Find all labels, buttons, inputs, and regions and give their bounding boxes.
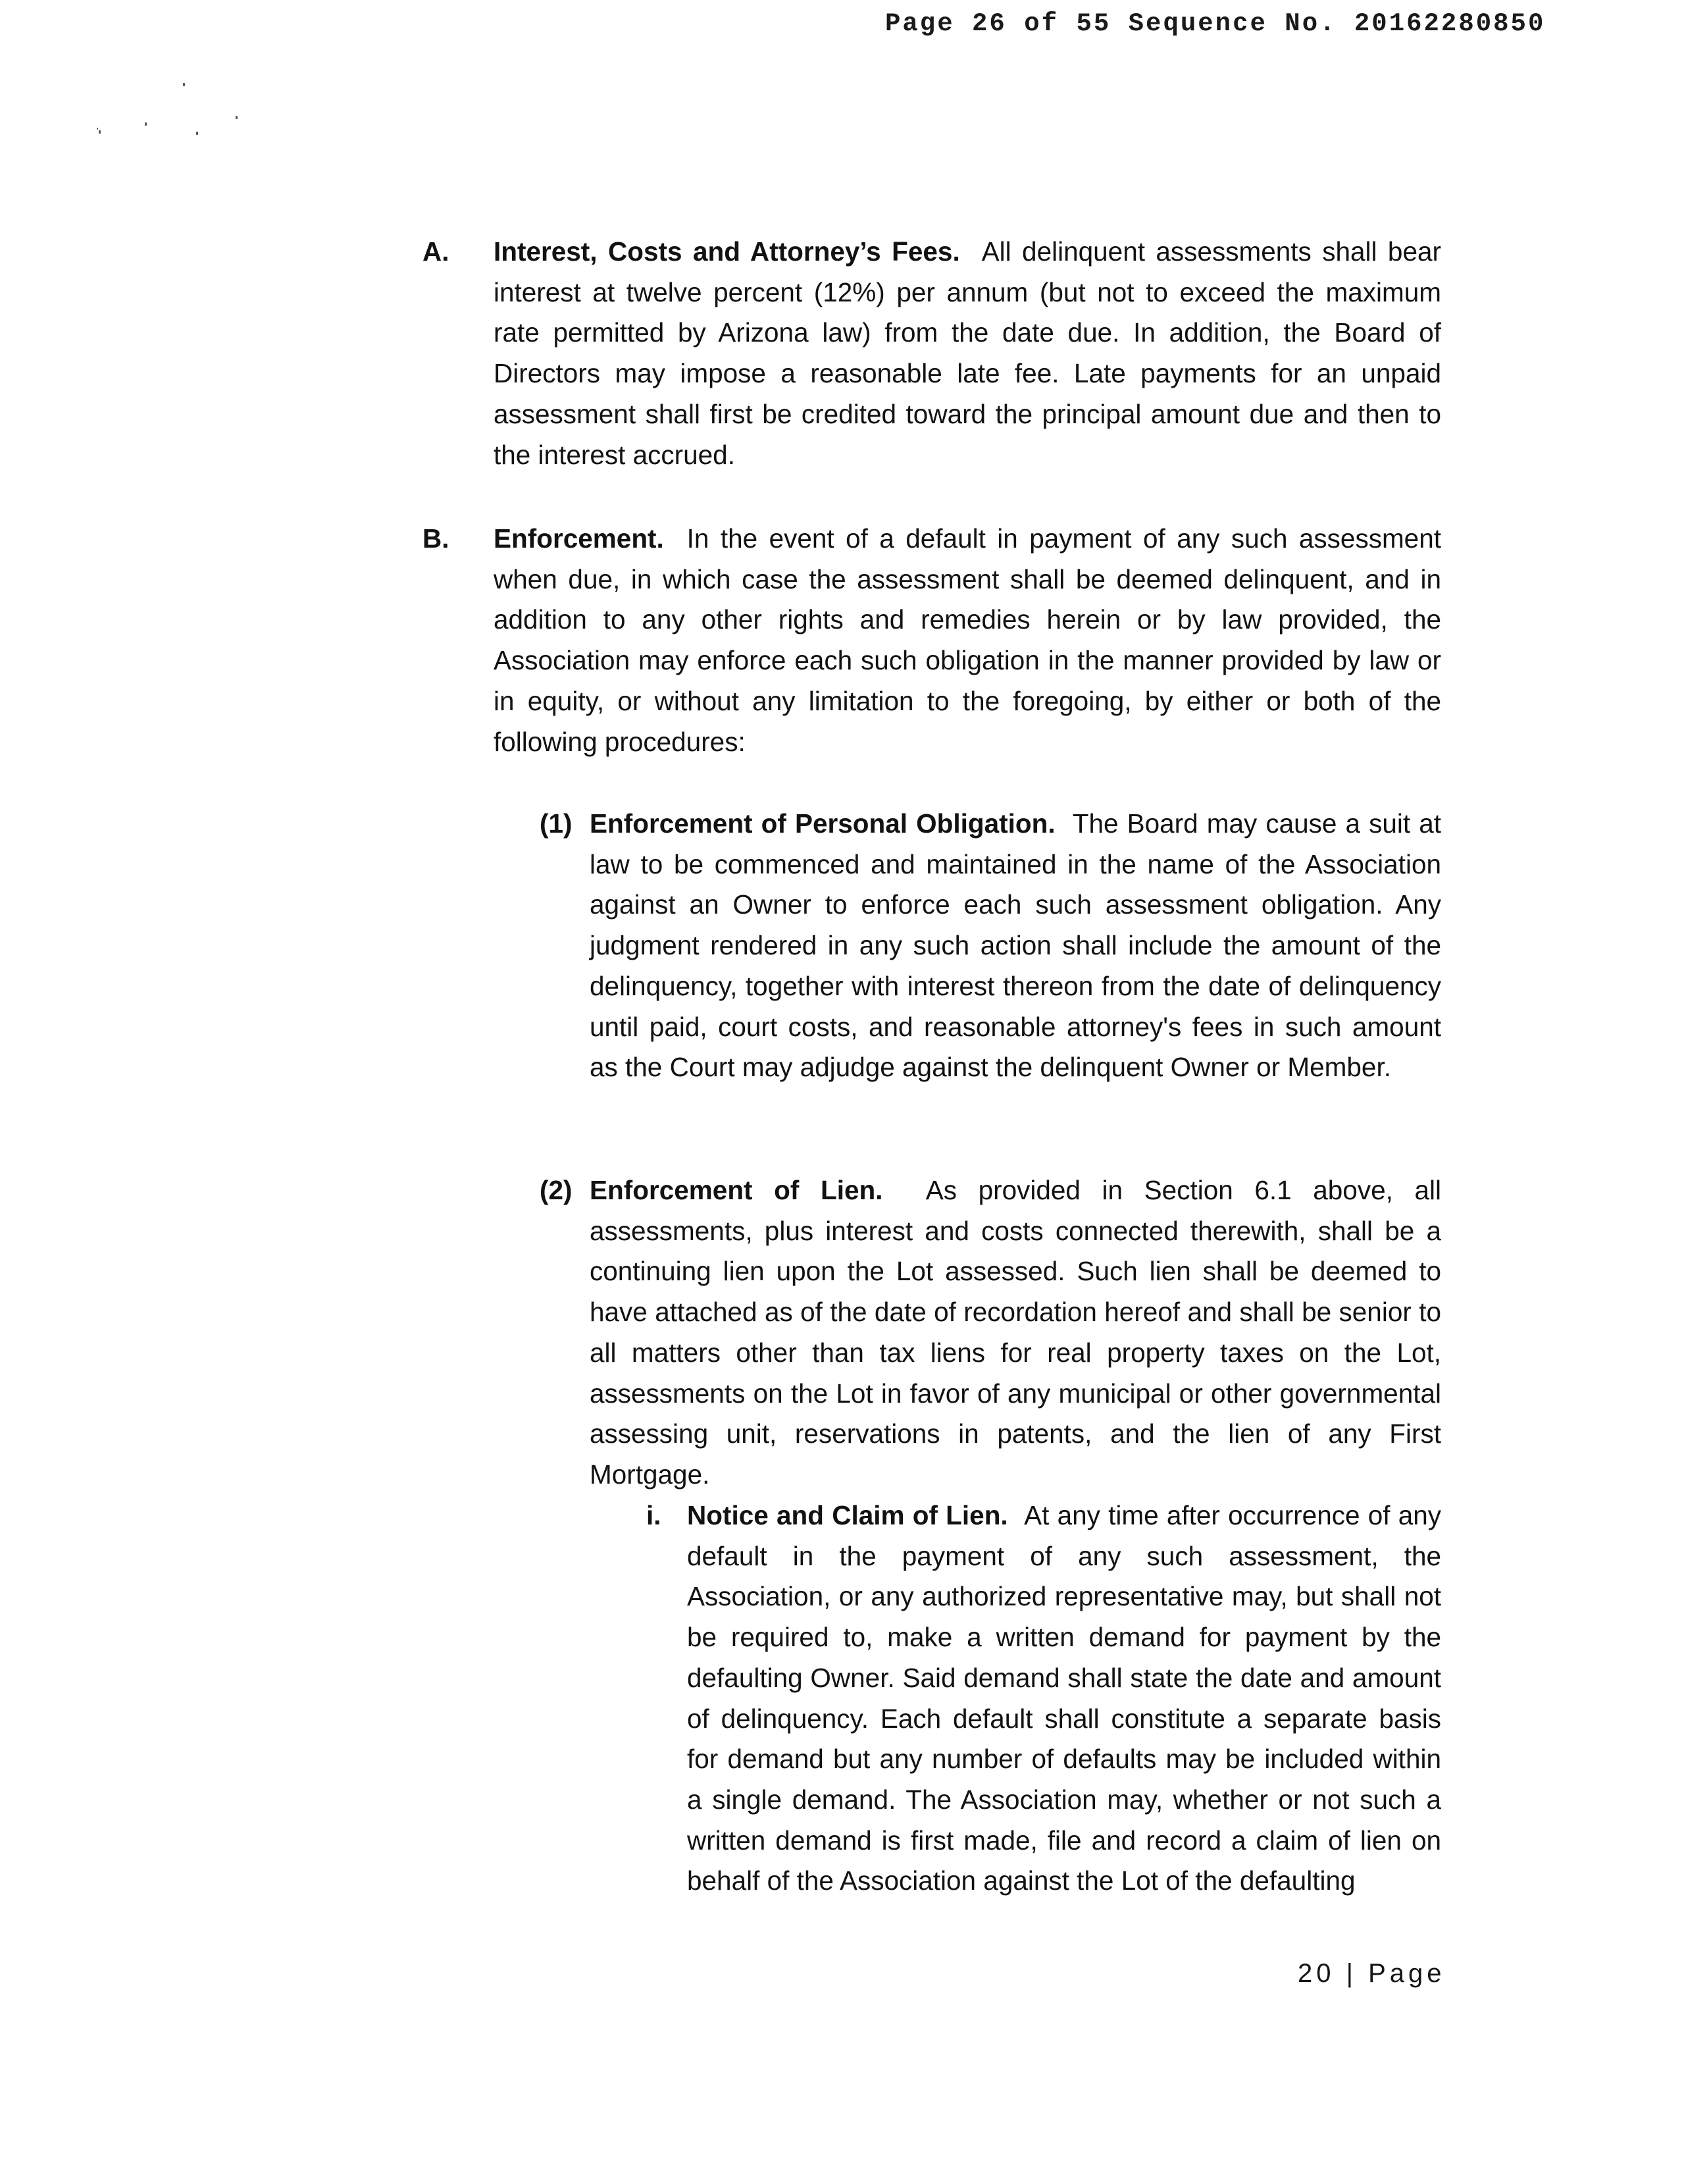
section-b2-body: As provided in Section 6.1 above, all assessments, plus interest and costs connected therewith, shall be a continuing lien upon the Lot assessed. Such lien shall be deemed to have attached as of the date of recordation hereof and shall be senior to all matters other than tax liens for real property taxes on the Lot, assessments on the Lot in favor of any municipal or other governmental assessing unit, reservations in patents, and the lien of any First Mortgage. <box>590 1175 1441 1490</box>
section-b1-label: (1) <box>540 808 573 839</box>
section-b2i-body: At any time after occurrence of any default in the payment of any such assessment, the Association, or any authorized representative may, but shall not be required to, make a written demand for payment by the defaulting Owner. Said demand shall state the date and amount of delinquency. Each default shall constitute a separate basis for demand but any number of defaults may be included within a single demand. The Association may, whether or not such a written demand is first made, file and record a claim of lien on behalf of the Association against the Lot of the defaulting <box>687 1500 1442 1896</box>
section-a-body: All delinquent assessments shall bear interest at twelve percent (12%) per annum (but not to exceed the maximum rate permitted by Arizona law) from the date due. In addition, the Board of Directors may impose a reasonable late fee. Late payments for an unpaid assessment shall first be credited toward the principal amount due and then to the interest accrued. <box>494 236 1441 470</box>
scan-specks <box>79 72 263 145</box>
section-b-body: In the event of a default in payment of any such assessment when due, in which case the assessment shall be deemed delinquent, and in addition to any other rights and remedies herein or by law provided, the Association may enforce each such obligation in the manner provided by law or in equity, or without any limitation to the foregoing, by either or both of the following procedures: <box>494 523 1441 757</box>
section-b <box>422 519 1441 762</box>
section-b1-heading: Enforcement of Personal Obligation. <box>590 808 1073 839</box>
section-b2-label: (2) <box>540 1175 573 1205</box>
section-a-label: A. <box>422 236 449 267</box>
section-b2-heading: Enforcement of Lien. <box>590 1175 926 1205</box>
section-b1 <box>540 804 1442 1088</box>
page-number-footer: 20 | Page <box>1298 1959 1446 1988</box>
section-b-label: B. <box>422 523 449 554</box>
section-a <box>422 232 1441 475</box>
section-b-heading: Enforcement. <box>494 523 687 554</box>
section-b2i-heading: Notice and Claim of Lien. <box>687 1500 1025 1530</box>
section-b2i <box>646 1495 1442 1902</box>
section-b2i-label: i. <box>646 1500 661 1530</box>
section-b1-body: The Board may cause a suit at law to be commenced and maintained in the name of the Association against an Owner to enforce each such assessment obligation. Any judgment rendered in any such action shall include the amount of the delinquency, together with interest thereon from the date of delinquency until paid, court costs, and reasonable attorney's fees in such amount as the Court may adjudge against the delinquent Owner or Member. <box>590 808 1442 1083</box>
section-a-heading: Interest, Costs and Attorney’s Fees. <box>494 236 982 267</box>
section-b2 <box>540 1170 1441 1495</box>
sequence-header: Page 26 of 55 Sequence No. 20162280850 <box>885 9 1546 38</box>
